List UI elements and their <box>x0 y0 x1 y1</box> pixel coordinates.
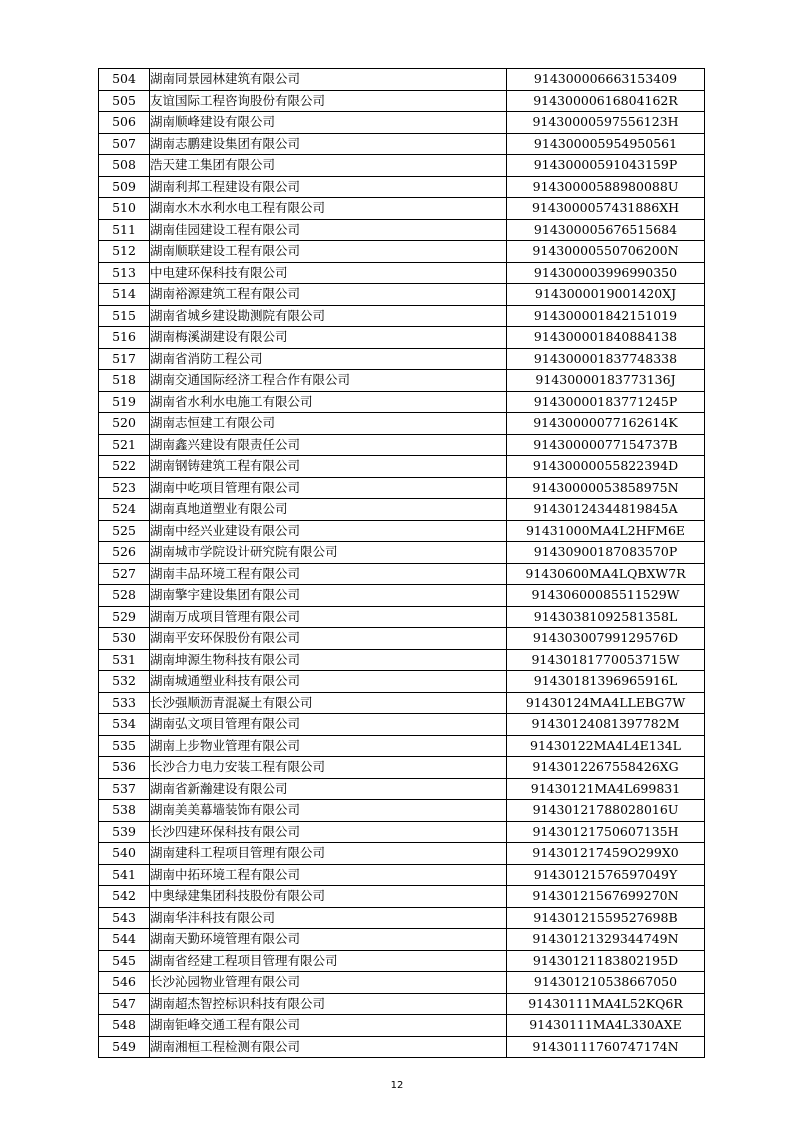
table-row <box>99 477 705 499</box>
row-number: 532 <box>99 671 150 693</box>
credit-code: 91430181396965916L <box>507 671 705 693</box>
company-name: 友谊国际工程咨询股份有限公司 <box>150 90 507 112</box>
credit-code: 91430000077154737B <box>507 434 705 456</box>
company-name: 湖南水木水利水电工程有限公司 <box>150 198 507 220</box>
company-name: 湖南中拓环境工程有限公司 <box>150 864 507 886</box>
row-number: 522 <box>99 456 150 478</box>
table-row <box>99 262 705 284</box>
table-row <box>99 606 705 628</box>
credit-code: 91430000055822394D <box>507 456 705 478</box>
credit-code: 91430122MA4L4E134L <box>507 735 705 757</box>
credit-code: 914301217459O299X0 <box>507 843 705 865</box>
credit-code: 9143000019001420XJ <box>507 284 705 306</box>
company-name: 湖南梅溪湖建设有限公司 <box>150 327 507 349</box>
table-row <box>99 929 705 951</box>
company-name: 湖南鑫兴建设有限责任公司 <box>150 434 507 456</box>
row-number: 549 <box>99 1036 150 1058</box>
table-row <box>99 778 705 800</box>
credit-code: 91430300799129576D <box>507 628 705 650</box>
credit-code: 91430121183802195D <box>507 950 705 972</box>
row-number: 531 <box>99 649 150 671</box>
company-name: 中奥绿建集团科技股份有限公司 <box>150 886 507 908</box>
table-row <box>99 563 705 585</box>
company-name: 湖南真地道塑业有限公司 <box>150 499 507 521</box>
table-row <box>99 972 705 994</box>
row-number: 537 <box>99 778 150 800</box>
company-name: 湖南志鹏建设集团有限公司 <box>150 133 507 155</box>
table-row <box>99 133 705 155</box>
credit-code: 914300006663153409 <box>507 69 705 91</box>
table-row <box>99 692 705 714</box>
row-number: 535 <box>99 735 150 757</box>
row-number: 523 <box>99 477 150 499</box>
table-row <box>99 649 705 671</box>
row-number: 514 <box>99 284 150 306</box>
row-number: 545 <box>99 950 150 972</box>
credit-code: 91430111MA4L330AXE <box>507 1015 705 1037</box>
table-row <box>99 327 705 349</box>
row-number: 507 <box>99 133 150 155</box>
row-number: 524 <box>99 499 150 521</box>
credit-code: 91430600085511529W <box>507 585 705 607</box>
row-number: 518 <box>99 370 150 392</box>
row-number: 533 <box>99 692 150 714</box>
credit-code: 9143012267558426XG <box>507 757 705 779</box>
company-name: 湖南省经建工程项目管理有限公司 <box>150 950 507 972</box>
credit-code: 91430000591043159P <box>507 155 705 177</box>
row-number: 534 <box>99 714 150 736</box>
row-number: 513 <box>99 262 150 284</box>
company-name: 湖南顺峰建设有限公司 <box>150 112 507 134</box>
credit-code: 91430900187083570P <box>507 542 705 564</box>
company-name: 湖南丰品环境工程有限公司 <box>150 563 507 585</box>
credit-code: 91430181770053715W <box>507 649 705 671</box>
company-name: 长沙合力电力安装工程有限公司 <box>150 757 507 779</box>
row-number: 525 <box>99 520 150 542</box>
row-number: 504 <box>99 69 150 91</box>
table-row <box>99 155 705 177</box>
credit-code: 91430111MA4L52KQ6R <box>507 993 705 1015</box>
row-number: 538 <box>99 800 150 822</box>
table-row <box>99 1036 705 1058</box>
company-name: 湖南弘文项目管理有限公司 <box>150 714 507 736</box>
table-row <box>99 843 705 865</box>
row-number: 536 <box>99 757 150 779</box>
row-number: 548 <box>99 1015 150 1037</box>
table-row <box>99 370 705 392</box>
company-name: 湖南超杰智控标识科技有限公司 <box>150 993 507 1015</box>
table-row <box>99 219 705 241</box>
table-row <box>99 112 705 134</box>
company-name: 湖南钢铸建筑工程有限公司 <box>150 456 507 478</box>
company-name: 湖南顺联建设工程有限公司 <box>150 241 507 263</box>
company-name: 湖南中屹项目管理有限公司 <box>150 477 507 499</box>
credit-code: 914300001837748338 <box>507 348 705 370</box>
row-number: 546 <box>99 972 150 994</box>
company-name: 湖南万成项目管理有限公司 <box>150 606 507 628</box>
row-number: 511 <box>99 219 150 241</box>
table-row <box>99 499 705 521</box>
company-name: 湖南省城乡建设勘测院有限公司 <box>150 305 507 327</box>
row-number: 509 <box>99 176 150 198</box>
table-row <box>99 671 705 693</box>
table-row <box>99 391 705 413</box>
row-number: 521 <box>99 434 150 456</box>
row-number: 519 <box>99 391 150 413</box>
credit-code: 91430121788028016U <box>507 800 705 822</box>
company-name: 湖南钜峰交通工程有限公司 <box>150 1015 507 1037</box>
row-number: 516 <box>99 327 150 349</box>
row-number: 520 <box>99 413 150 435</box>
table-row <box>99 198 705 220</box>
table-row <box>99 886 705 908</box>
row-number: 526 <box>99 542 150 564</box>
company-name: 湖南坤源生物科技有限公司 <box>150 649 507 671</box>
table-row <box>99 628 705 650</box>
credit-code: 91430121MA4L699831 <box>507 778 705 800</box>
table-row <box>99 305 705 327</box>
credit-code: 91430000616804162R <box>507 90 705 112</box>
company-name: 湖南美美幕墙装饰有限公司 <box>150 800 507 822</box>
company-name: 浩天建工集团有限公司 <box>150 155 507 177</box>
credit-code: 91430000588980088U <box>507 176 705 198</box>
table-row <box>99 864 705 886</box>
credit-code: 91430121750607135H <box>507 821 705 843</box>
row-number: 530 <box>99 628 150 650</box>
company-name: 湖南省水利水电施工有限公司 <box>150 391 507 413</box>
company-name: 湖南城通塑业科技有限公司 <box>150 671 507 693</box>
table-body <box>99 69 705 1058</box>
row-number: 539 <box>99 821 150 843</box>
credit-code: 91430000183771245P <box>507 391 705 413</box>
table-row <box>99 950 705 972</box>
table-row <box>99 993 705 1015</box>
company-name: 湖南湘桓工程检测有限公司 <box>150 1036 507 1058</box>
company-name: 湖南建科工程项目管理有限公司 <box>150 843 507 865</box>
company-name: 湖南志恒建工有限公司 <box>150 413 507 435</box>
credit-code: 914300001842151019 <box>507 305 705 327</box>
row-number: 544 <box>99 929 150 951</box>
credit-code: 91431000MA4L2HFM6E <box>507 520 705 542</box>
row-number: 540 <box>99 843 150 865</box>
table-row <box>99 585 705 607</box>
table-row <box>99 907 705 929</box>
table-row <box>99 714 705 736</box>
credit-code: 91430381092581358L <box>507 606 705 628</box>
row-number: 547 <box>99 993 150 1015</box>
table-row <box>99 735 705 757</box>
company-name: 湖南交通国际经济工程合作有限公司 <box>150 370 507 392</box>
table-row <box>99 800 705 822</box>
table-row <box>99 757 705 779</box>
credit-code: 91430121329344749N <box>507 929 705 951</box>
row-number: 527 <box>99 563 150 585</box>
row-number: 512 <box>99 241 150 263</box>
company-name: 湖南同景园林建筑有限公司 <box>150 69 507 91</box>
credit-code: 91430121559527698B <box>507 907 705 929</box>
company-name: 长沙沁园物业管理有限公司 <box>150 972 507 994</box>
company-name: 湖南天勤环境管理有限公司 <box>150 929 507 951</box>
company-name: 湖南省新瀚建设有限公司 <box>150 778 507 800</box>
table-row <box>99 456 705 478</box>
table-row <box>99 1015 705 1037</box>
credit-code: 914300003996990350 <box>507 262 705 284</box>
company-name: 中电建环保科技有限公司 <box>150 262 507 284</box>
row-number: 542 <box>99 886 150 908</box>
row-number: 508 <box>99 155 150 177</box>
credit-code: 91430000550706200N <box>507 241 705 263</box>
table-row <box>99 434 705 456</box>
row-number: 543 <box>99 907 150 929</box>
page-number: 12 <box>390 1080 404 1091</box>
table-row <box>99 542 705 564</box>
credit-code: 91430000597556123H <box>507 112 705 134</box>
company-name: 湖南华沣科技有限公司 <box>150 907 507 929</box>
table-row <box>99 90 705 112</box>
row-number: 528 <box>99 585 150 607</box>
credit-code: 914300005954950561 <box>507 133 705 155</box>
table-row <box>99 284 705 306</box>
company-name: 湖南裕源建筑工程有限公司 <box>150 284 507 306</box>
company-name: 长沙强顺沥青混凝土有限公司 <box>150 692 507 714</box>
company-name: 长沙四建环保科技有限公司 <box>150 821 507 843</box>
company-name: 湖南擎宇建设集团有限公司 <box>150 585 507 607</box>
table-row <box>99 520 705 542</box>
credit-code: 91430000077162614K <box>507 413 705 435</box>
credit-code: 91430111760747174N <box>507 1036 705 1058</box>
table-row <box>99 176 705 198</box>
credit-code: 91430600MA4LQBXW7R <box>507 563 705 585</box>
credit-code: 9143000057431886XH <box>507 198 705 220</box>
table-row <box>99 348 705 370</box>
row-number: 541 <box>99 864 150 886</box>
row-number: 517 <box>99 348 150 370</box>
company-name: 湖南城市学院设计研究院有限公司 <box>150 542 507 564</box>
table-row <box>99 413 705 435</box>
company-name: 湖南利邦工程建设有限公司 <box>150 176 507 198</box>
company-name: 湖南上步物业管理有限公司 <box>150 735 507 757</box>
row-number: 506 <box>99 112 150 134</box>
credit-code: 91430124344819845A <box>507 499 705 521</box>
credit-code: 91430121576597049Y <box>507 864 705 886</box>
row-number: 505 <box>99 90 150 112</box>
credit-code: 91430000053858975N <box>507 477 705 499</box>
credit-code: 91430124081397782M <box>507 714 705 736</box>
company-name: 湖南中经兴业建设有限公司 <box>150 520 507 542</box>
table-row <box>99 241 705 263</box>
table-row <box>99 821 705 843</box>
company-registry-table <box>98 68 705 1058</box>
credit-code: 91430124MA4LLEBG7W <box>507 692 705 714</box>
company-name: 湖南平安环保股份有限公司 <box>150 628 507 650</box>
row-number: 510 <box>99 198 150 220</box>
credit-code: 914300005676515684 <box>507 219 705 241</box>
company-name: 湖南省消防工程公司 <box>150 348 507 370</box>
credit-code: 91430000183773136J <box>507 370 705 392</box>
credit-code: 91430121567699270N <box>507 886 705 908</box>
credit-code: 914300001840884138 <box>507 327 705 349</box>
credit-code: 914301210538667050 <box>507 972 705 994</box>
row-number: 529 <box>99 606 150 628</box>
row-number: 515 <box>99 305 150 327</box>
table-row <box>99 69 705 91</box>
company-name: 湖南佳园建设工程有限公司 <box>150 219 507 241</box>
